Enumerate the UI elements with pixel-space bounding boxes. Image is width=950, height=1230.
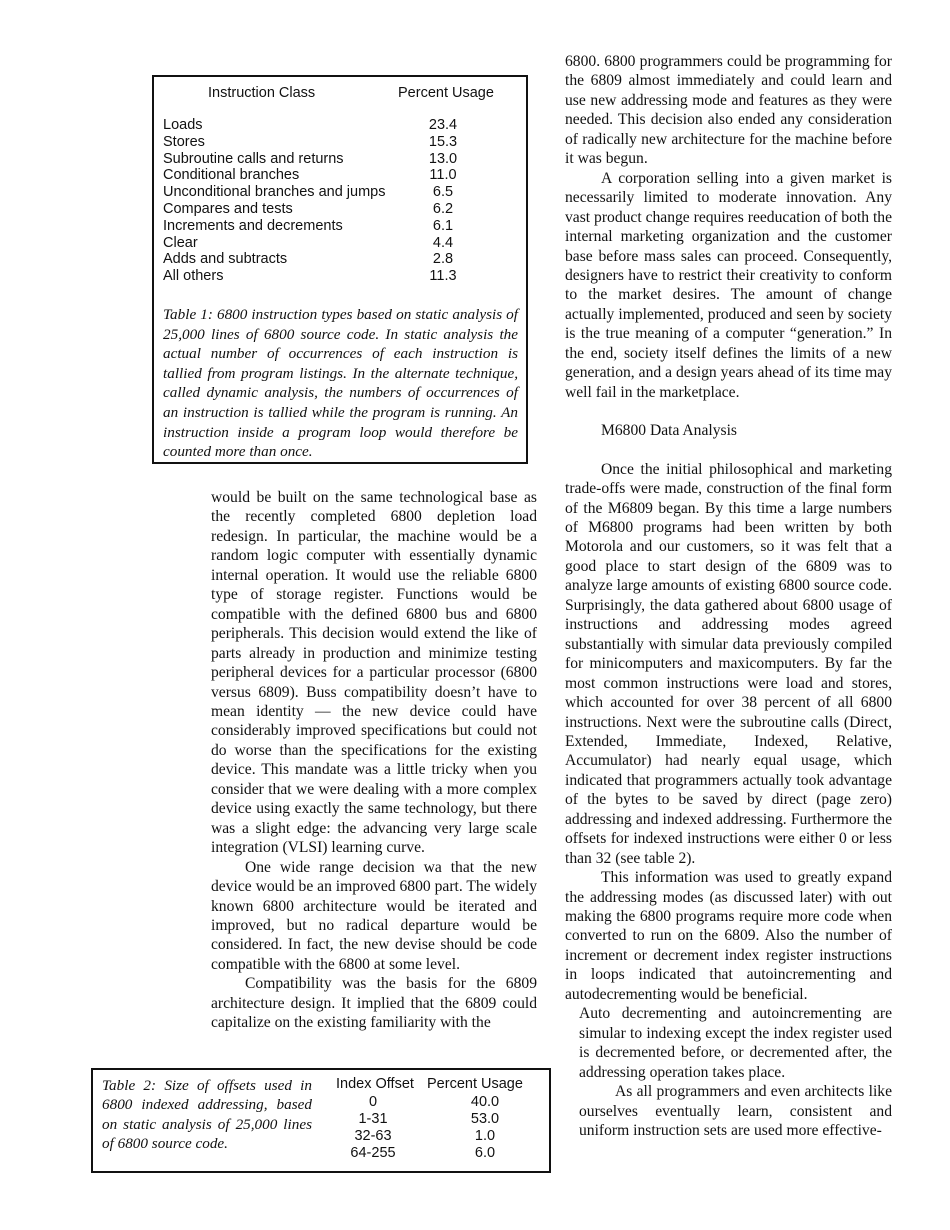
row-percent: 53.0 bbox=[470, 1111, 500, 1127]
paragraph: Compatibility was the basis for the 6809 architecture design. It implied that the 6809 could capitalize on the existing familiarity with the bbox=[211, 975, 537, 1032]
row-label: Compares and tests bbox=[163, 200, 293, 217]
row-value: 2.8 bbox=[432, 251, 454, 268]
paragraph: As all programmers and even architects like ourselves eventually learn, consistent and uniform instruction sets are used more effective- bbox=[579, 1083, 892, 1140]
paragraph: A corporation selling into a given market is necessarily limited to moderate innovation. Any vast product change requires reeducation of both the internal marketing organization and the customer base before mass sales can proceed. Consequently, designers have to restrict their creativity to conform to the market desires. The amount of change actually implemented, produced and seen by society is the true meaning of a computer “generation.” In the end, society itself defines the limits of a new generation, and a design years ahead of its time may well fail in the marketplace. bbox=[565, 169, 892, 401]
row-value: 6.5 bbox=[432, 184, 454, 201]
row-index-offset: 32-63 bbox=[354, 1128, 392, 1144]
row-value: 11.3 bbox=[429, 268, 457, 285]
row-label: Unconditional branches and jumps bbox=[163, 184, 386, 201]
table-row bbox=[93, 1111, 549, 1128]
row-index-offset: 1-31 bbox=[358, 1111, 388, 1127]
left-column-text bbox=[211, 488, 537, 1033]
table-2-caption: Table 2: Size of offsets used in 6800 indexed addressing, based on static analysis of 25,000 lines of 6800 source code. bbox=[102, 1077, 312, 1152]
table-2-rows bbox=[93, 1094, 549, 1162]
table-row bbox=[93, 1128, 549, 1145]
table-row bbox=[163, 268, 526, 285]
paragraph: One wide range decision wa that the new device would be an improved 6800 part. The widely known 6800 architecture would be iterated and improved, but no radical departure would be considered. In fact, the new devise should be code compatible with the 6800 at some level. bbox=[211, 858, 537, 973]
row-index-offset: 0 bbox=[368, 1094, 378, 1110]
table-row bbox=[163, 235, 526, 252]
table-row bbox=[93, 1094, 549, 1111]
paragraph: 6800. 6800 programmers could be programming for the 6809 almost immediately and could learn and use new addressing mode and features as they were needed. This decision also ended any consideration of radically new architecture for the machine before it was begun. bbox=[565, 53, 892, 168]
table-2-header-percent-usage: Percent Usage bbox=[427, 1076, 523, 1092]
row-percent: 40.0 bbox=[470, 1094, 500, 1110]
table-row bbox=[163, 134, 526, 151]
table-1-rows bbox=[163, 117, 526, 285]
row-value: 11.0 bbox=[429, 167, 457, 184]
row-label: Subroutine calls and returns bbox=[163, 150, 344, 167]
row-label: Stores bbox=[163, 133, 205, 150]
row-value: 4.4 bbox=[432, 234, 454, 251]
row-value: 6.1 bbox=[432, 217, 454, 234]
row-label: Conditional branches bbox=[163, 167, 300, 184]
table-row bbox=[93, 1145, 549, 1162]
row-percent: 6.0 bbox=[474, 1145, 496, 1161]
row-label: Loads bbox=[163, 117, 203, 133]
row-label: Increments and decrements bbox=[163, 217, 343, 234]
row-label: Clear bbox=[163, 234, 198, 251]
paragraph: Once the initial philosophical and marketing trade-offs were made, construction of the final form of the M6809 began. By this time a large numbers of M6800 programs had been written by both Motorola and our customers, so it was felt that a good place to start design of the 6809 was to analyze large amounts of existing 6800 source code. Surprisingly, the data gathered about 6800 usage of instructions and addressing modes agreed substantially with simular data previously compiled for minicomputers and maxicomputers. By far the most common instructions were load and stores, which accounted for over 38 percent of all 6800 instructions. Next were the subroutine calls (Direct, Extended, Immediate, Indexed, Relative, Accumulator) had nearly equal usage, which indicated that programmers actually took advantage of the bytes to be saved by direct (page zero) addressing and indexed addressing. Furthermore the offsets for indexed instructions were either 0 or less than 32 (see table 2). bbox=[565, 460, 892, 867]
table-row bbox=[163, 184, 526, 201]
right-column-text bbox=[565, 52, 892, 1140]
table-row bbox=[163, 251, 526, 268]
row-percent: 1.0 bbox=[474, 1128, 496, 1144]
table-2 bbox=[91, 1068, 551, 1173]
table-1-caption: Table 1: 6800 instruction types based on static analysis of 25,000 lines of 6800 source code. In static analysis the actual number of occurrences of each instruction is tallied from program listings. In the alternate technique, called dynamic analysis, the numbers of occurrences of an instruction is tallied while the program is running. An instruction inside a program loop would therefore be counted more than once. bbox=[163, 306, 518, 461]
table-1-header-percent-usage: Percent Usage bbox=[398, 85, 494, 101]
table-1-header-instruction-class: Instruction Class bbox=[208, 85, 316, 101]
table-row bbox=[163, 117, 526, 134]
row-label: Adds and subtracts bbox=[163, 251, 288, 268]
row-label: All others bbox=[163, 268, 224, 285]
section-heading: M6800 Data Analysis bbox=[601, 422, 738, 440]
paragraph: would be built on the same technological base as the recently completed 6800 depletion load redesign. In particular, the machine would be a random logic computer with essentially dynamic internal operation. It would use the reliable 6800 type of storage register. Functions would be compatible with the defined 6800 bus and 6800 peripherals. This decision would extend the like of parts already in production and minimize testing peripheral devices for a particular processor (6800 versus 6809). Buss compatibility doesn’t have to mean identity — the new device could have considerably improved specifications but could not do worse than the specifications for the existing device. This mandate was a little tricky when you consider that we were dealing with a more complex device using exactly the same technology, but there was a slight edge: the advancing very large scale integration (VLSI) learning curve. bbox=[211, 489, 537, 857]
row-value: 13.0 bbox=[428, 150, 458, 167]
row-index-offset: 64-255 bbox=[350, 1145, 396, 1161]
table-row bbox=[163, 218, 526, 235]
table-row bbox=[163, 167, 526, 184]
row-value: 23.4 bbox=[428, 117, 458, 133]
row-value: 15.3 bbox=[428, 133, 458, 150]
paragraph: Auto decrementing and autoincrementing are simular to indexing except the index register used is decremented before, or decremented after, the addressing operation takes place. bbox=[579, 1005, 892, 1081]
row-value: 6.2 bbox=[432, 200, 454, 217]
table-row bbox=[163, 151, 526, 168]
paragraph: This information was used to greatly expand the addressing modes (as discussed later) with out making the 6800 programs require more code when converted to run on the 6809. Also the number of increment or decrement index register instructions in loops indicated that autoincrementing and autodecrementing would be beneficial. bbox=[565, 869, 892, 1003]
table-row bbox=[163, 201, 526, 218]
table-1 bbox=[152, 75, 528, 464]
table-2-header-index-offset: Index Offset bbox=[336, 1076, 414, 1092]
